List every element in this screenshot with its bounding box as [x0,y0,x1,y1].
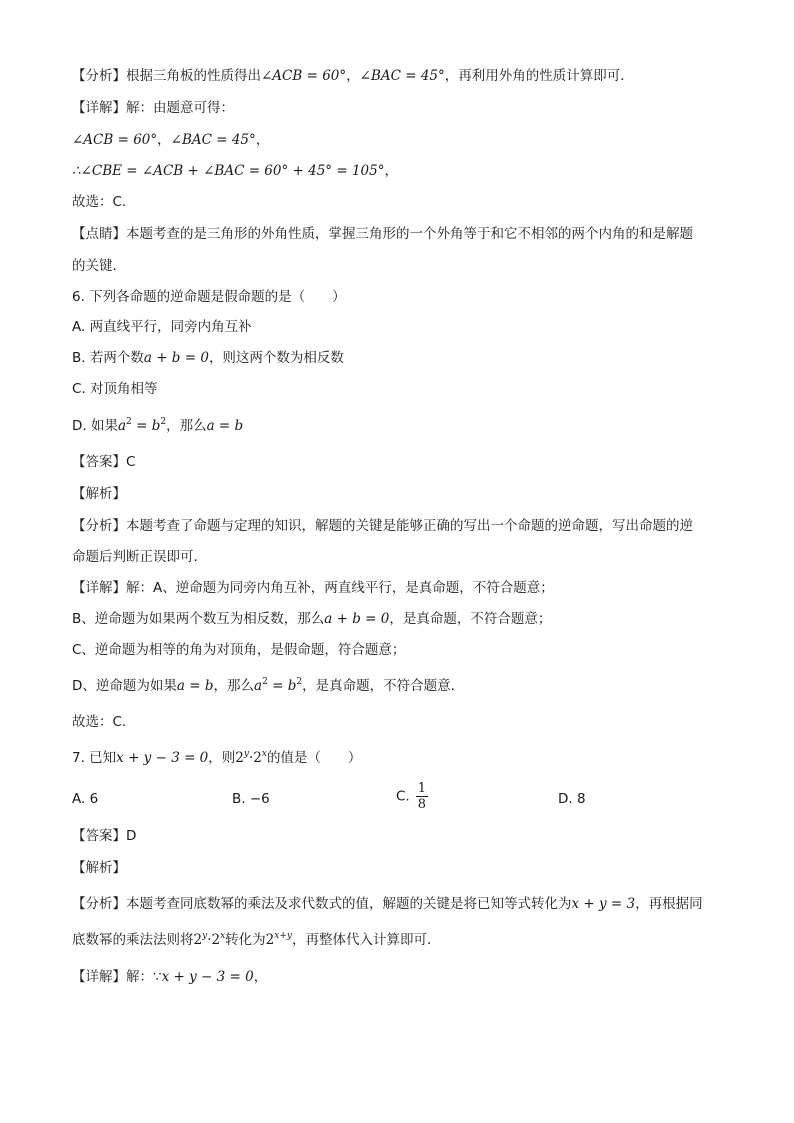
solution-heading: 【详解】解：由题意可得： [72,100,234,116]
comment-line: 的关键． [72,258,126,274]
question-7-option-a: A. 6 [72,791,99,807]
analysis-line: 底数幂的乘法法则将$2^y\cdot 2^x$转化为$2^{x+y}$，再整体代入计算即可． [72,931,441,948]
question-6-title: 6. 下列各命题的逆命题是假命题的是（ ） [72,289,346,305]
choice-line: 故选：C． [72,194,136,210]
fraction: $\frac{1}{8}$ [417,781,426,812]
analysis-line: 【分析】本题考查了命题与定理的知识，解题的关键是能够正确的写出一个命题的逆命题，写出命题的逆 [72,518,693,534]
solution-line: 【详解】解：A、逆命题为同旁内角互补，两直线平行，是真命题，不符合题意； [72,580,554,596]
comment-line: 【点睛】本题考查的是三角形的外角性质，掌握三角形的一个外角等于和它不相邻的两个内角的和是解题 [72,226,693,242]
question-6-option-d: D. 如果$a^2 = b^2$，那么a = b [72,417,244,434]
solution-line: B、逆命题为如果两个数互为相反数，那么a + b = 0，是真命题，不符合题意； [72,611,552,627]
question-7-option-d: D. 8 [558,791,586,807]
question-6-option-c: C. 对顶角相等 [72,381,158,397]
choice-line: 故选：C． [72,714,136,730]
answer-line: 【答案】C [72,454,136,470]
analysis-line: 【分析】根据三角板的性质得出∠ACB = 60°，∠BAC = 45°，再利用外角的性质计算即可． [72,68,634,84]
solution-line: 【详解】解：∵x + y − 3 = 0， [72,969,268,985]
question-7-option-b: B. −6 [232,791,270,807]
equation-line: ∠ACB = 60°，∠BAC = 45°， [72,132,270,148]
solution-line: D、逆命题为如果a = b，那么$a^2 = b^2$，是真命题，不符合题意． [72,677,465,694]
solution-line: C、逆命题为相等的角为对顶角，是假命题，符合题意； [72,642,406,658]
question-7-title: 7. 已知x + y − 3 = 0，则$2^y\cdot 2^x$的值是（ ） [72,749,362,766]
question-6-option-a: A. 两直线平行，同旁内角互补 [72,319,252,335]
answer-line: 【答案】D [72,828,137,844]
question-6-option-b: B. 若两个数a + b = 0，则这两个数为相反数 [72,350,344,366]
equation-line: ∴∠CBE = ∠ACB + ∠BAC = 60° + 45° = 105°， [72,163,398,179]
explanation-heading: 【解析】 [72,860,126,876]
analysis-line: 命题后判断正误即可． [72,549,207,565]
analysis-line: 【分析】本题考查同底数幂的乘法及求代数式的值，解题的关键是将已知等式转化为x + y = 3，再根据同 [72,896,703,912]
question-7-option-c: C. $\frac{1}{8}$ [396,781,426,812]
explanation-heading: 【解析】 [72,486,126,502]
